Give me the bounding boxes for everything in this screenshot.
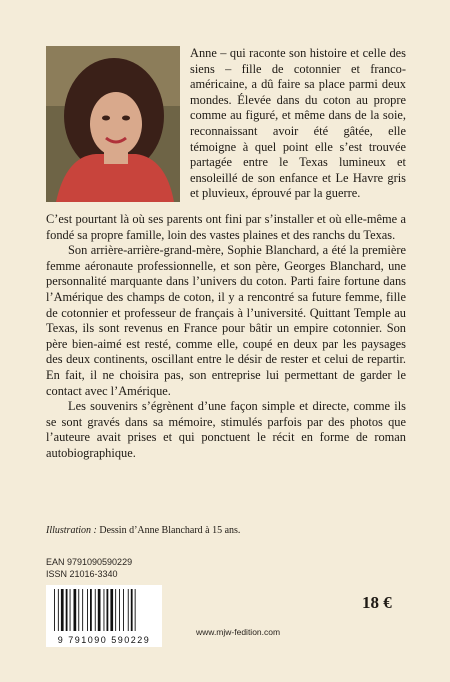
body-text-block <box>46 212 406 462</box>
illustration-label: Illustration : <box>46 525 97 536</box>
isbn-codes <box>46 557 132 580</box>
barcode <box>46 585 162 647</box>
illustration-credit <box>46 525 240 536</box>
ean-code: EAN 9791090590229 <box>46 557 133 567</box>
price: 18 € <box>362 593 392 612</box>
intro-paragraph: Anne – qui raconte son histoire et celle des siens – fille de cotonnier et franco-américaine, a dû faire sa place parmi deux mondes. Élevée dans du coton au propre comme au figuré, et même dans de la soie, reconnaissant avoir été gâtée, elle témoigne à quel point elle s’est trouvée partagée entre le Texas lumineux et ensoleillé de son enfance et Le Havre gris et pluvieux, éprouvé par la guerre. <box>190 46 406 201</box>
paragraph-3: Les souvenirs s’égrènent d’une façon simple et directe, comme ils se sont gravés dans sa mémoire, stimulés parfois par des photos que l’auteure avait prises et qui ponctuent le récit en forme de roman autobiographique. <box>46 399 406 460</box>
barcode-bars <box>46 585 162 635</box>
issn-code: ISSN 21016-3340 <box>46 568 118 579</box>
paragraph-2: Son arrière-arrière-grand-mère, Sophie Blanchard, a été la première femme aéronaute professionnelle, et son père, Georges Blanchard, une personnalité marquante dans l’univers du coton. Parti faire fortune dans l’Amérique des champs de coton, il y a rencontré sa future femme, fille de cotonnier et professeur de français à l’université. Quittant Temple au Texas, ils sont revenus en France pour bâtir un empire cotonnier. Son père bien-aimé est resté, comme elle, coupé en deux par les paysages des deux continents, oscillant entre le désir de rester et celui de repartir. En fait, il ne choisira pas, son entreprise lui permettant de garder le contact avec l’Amérique. <box>46 243 406 398</box>
author-photo <box>46 46 180 202</box>
publisher-website: www.mjw-fedition.com <box>196 627 281 637</box>
paragraph-1-continuation: C’est pourtant là où ses parents ont fini par s’installer et où elle-même a fondé sa propre famille, loin des vastes plaines et des ranchs du Texas. <box>46 212 406 242</box>
intro-text-block <box>190 46 406 202</box>
illustration-text: Dessin d’Anne Blanchard à 15 ans. <box>99 525 241 536</box>
barcode-number: 9 791090 590229 <box>57 635 151 645</box>
